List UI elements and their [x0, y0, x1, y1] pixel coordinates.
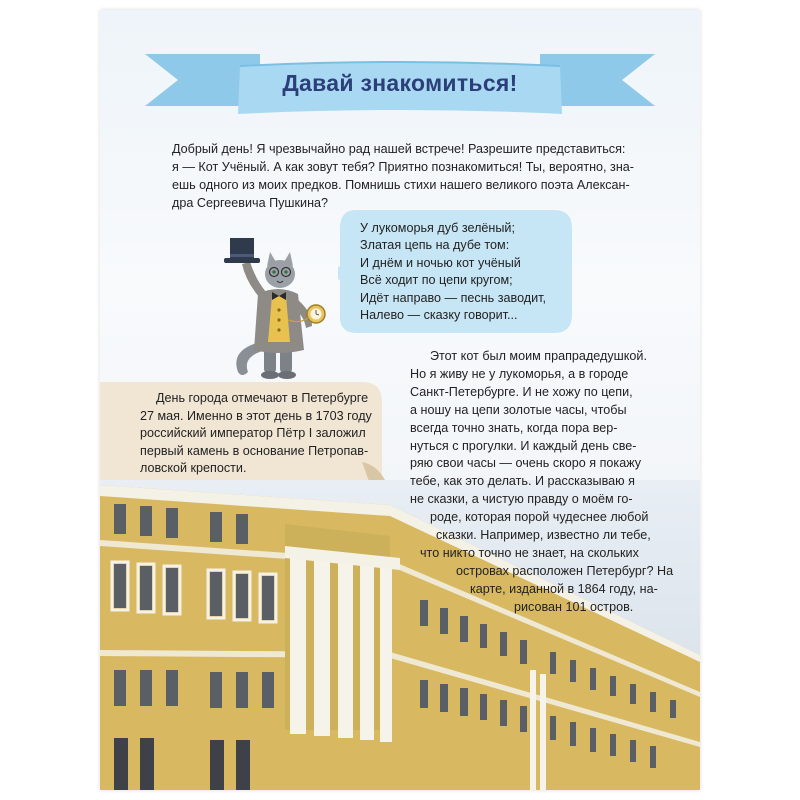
note-line: первый камень в основание Петропав-	[140, 443, 369, 458]
poem-line: И днём и ночью кот учёный	[360, 255, 521, 270]
intro-line: дра Сергеевича Пушкина?	[172, 196, 329, 210]
poem	[360, 220, 546, 324]
scholar-cat-illustration	[220, 232, 350, 382]
poem-line: Златая цепь на дубе том:	[360, 238, 510, 253]
book-page	[100, 10, 700, 790]
story-line: рисован 101 остров.	[514, 599, 634, 614]
story-paragraph	[410, 348, 674, 617]
story-line: Санкт-Петербурге. И не хожу по цепи,	[410, 384, 633, 399]
intro-line: я — Кот Учёный. А как зовут тебя? Приятно познакомиться! Ты, вероятно, зна-	[172, 160, 634, 174]
page-title: Давай знакомиться!	[282, 70, 518, 96]
poem-line: Налево — сказку говорит...	[360, 308, 518, 323]
poem-line: Идёт направо — песнь заводит,	[360, 290, 547, 305]
fact-note-text	[140, 390, 372, 478]
story-line: островах расположен Петербург? На	[456, 563, 674, 578]
story-line: Этот кот был моим прапрадедушкой.	[430, 349, 647, 363]
note-line: День города отмечают в Петербурге	[156, 391, 369, 405]
story-line: карте, изданной в 1864 году, на-	[470, 581, 658, 596]
story-line: что никто точно не знает, на скольких	[420, 545, 639, 560]
story-line: а ношу на цепи золотые часы, чтобы	[410, 402, 627, 417]
intro-paragraph	[172, 140, 652, 212]
story-line: роде, которая порой чудеснее любой	[430, 510, 649, 525]
story-line: ряю свои часы — очень скоро я покажу	[410, 456, 642, 471]
poem-line: Всё ходит по цепи кругом;	[360, 273, 513, 288]
story-line: сказки. Например, известно ли тебе,	[436, 528, 651, 543]
story-line: всегда точно знать, когда пора вер-	[410, 420, 618, 435]
intro-line: Добрый день! Я чрезвычайно рад нашей встрече! Разрешите представиться:	[172, 142, 626, 156]
poem-line: У лукоморья дуб зелёный;	[360, 221, 515, 235]
story-line: нуться с прогулки. И каждый день све-	[410, 438, 637, 453]
note-line: российский император Пётр I заложил	[140, 426, 366, 440]
note-line: ловской крепости.	[140, 461, 247, 475]
intro-line: ешь одного из моих предков. Помнишь стихи нашего великого поэта Алексан-	[172, 178, 630, 192]
story-line: не сказки, а чистую правду о моём го-	[410, 492, 633, 507]
story-line: тебе, как это делать. И рассказываю я	[410, 474, 635, 489]
story-line: Но я живу не у лукоморья, а в городе	[410, 366, 629, 381]
note-line: 27 мая. Именно в этот день в 1703 году	[140, 408, 372, 423]
